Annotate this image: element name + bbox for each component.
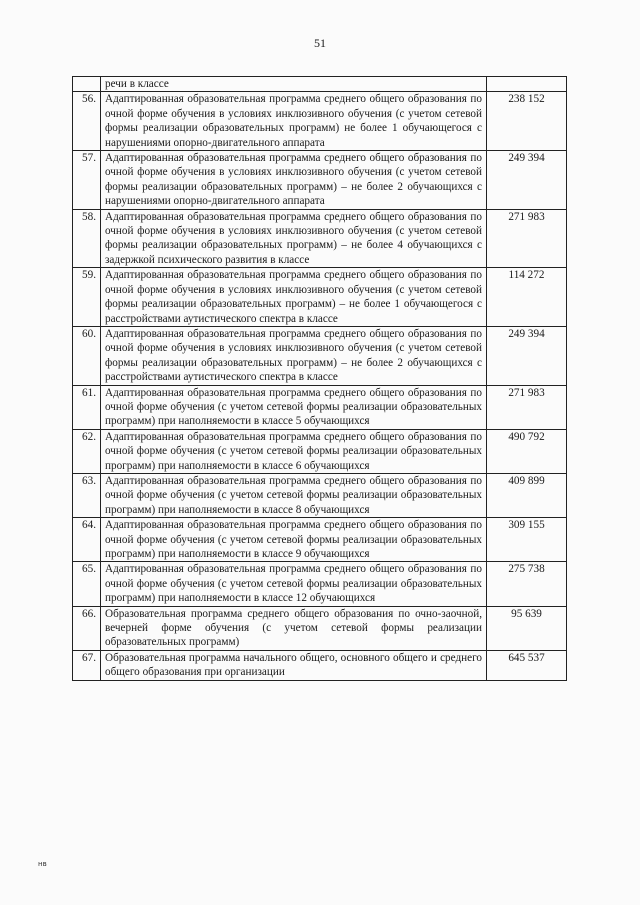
row-number: 60. [73, 326, 101, 385]
table-row [73, 606, 567, 650]
row-number: 61. [73, 385, 101, 429]
table-row [73, 650, 567, 680]
row-number: 63. [73, 473, 101, 517]
table-row [73, 518, 567, 562]
row-number: 65. [73, 562, 101, 606]
row-number: 66. [73, 606, 101, 650]
table-row [73, 326, 567, 385]
table-row [73, 151, 567, 210]
row-value: 271 983 [487, 209, 567, 268]
row-number: 62. [73, 429, 101, 473]
row-value: 645 537 [487, 650, 567, 680]
row-value: 309 155 [487, 518, 567, 562]
row-description: Адаптированная образовательная программа среднего общего образования по очной форме обучения (с учетом сетевой формы реализации образовательных программ) при наполняемости в классе 5 обучающихся [101, 385, 487, 429]
row-value: 238 152 [487, 92, 567, 151]
table-row [73, 385, 567, 429]
table-row [73, 429, 567, 473]
table-row [73, 562, 567, 606]
row-number: 56. [73, 92, 101, 151]
row-value: 95 639 [487, 606, 567, 650]
row-description: Адаптированная образовательная программа среднего общего образования по очной форме обучения в условиях инклюзивного обучения (с учетом сетевой формы реализации образовательных программ) – не более 1 обучающегося с расстройствами аутистического спектра в классе [101, 268, 487, 327]
row-description: Адаптированная образовательная программа среднего общего образования по очной форме обучения в условиях инклюзивного обучения (с учетом сетевой формы реализации образовательных программ) не более 1 обучающегося с нарушениями опорно-двигательного аппарата [101, 92, 487, 151]
row-value: 275 738 [487, 562, 567, 606]
row-description: Образовательная программа начального общего, основного общего и среднего общего образования при организации [101, 650, 487, 680]
table-row [73, 209, 567, 268]
row-number: 59. [73, 268, 101, 327]
row-description: Адаптированная образовательная программа среднего общего образования по очной форме обучения (с учетом сетевой формы реализации образовательных программ) при наполняемости в классе 12 обучающихся [101, 562, 487, 606]
row-number: 57. [73, 151, 101, 210]
row-value: 409 899 [487, 473, 567, 517]
table-row [73, 92, 567, 151]
row-description: Адаптированная образовательная программа среднего общего образования по очной форме обучения (с учетом сетевой формы реализации образовательных программ) при наполняемости в классе 9 обучающихся [101, 518, 487, 562]
row-description: речи в классе [101, 77, 487, 92]
table-row [73, 473, 567, 517]
row-value: 490 792 [487, 429, 567, 473]
row-number: 64. [73, 518, 101, 562]
row-description: Образовательная программа среднего общего образования по очно-заочной, вечерней форме обучения (с учетом сетевой формы реализации образовательных программ) [101, 606, 487, 650]
row-value: 249 394 [487, 151, 567, 210]
row-value: 114 272 [487, 268, 567, 327]
row-description: Адаптированная образовательная программа среднего общего образования по очной форме обучения (с учетом сетевой формы реализации образовательных программ) при наполняемости в классе 6 обучающихся [101, 429, 487, 473]
page-number: 51 [314, 36, 326, 50]
row-value [487, 77, 567, 92]
row-description: Адаптированная образовательная программа среднего общего образования по очной форме обучения в условиях инклюзивного обучения (с учетом сетевой формы реализации образовательных программ) – не более 4 обучающихся с задержкой психического развития в классе [101, 209, 487, 268]
footer-mark: нв [38, 860, 47, 868]
table-row-continuation [73, 77, 567, 92]
row-value: 271 983 [487, 385, 567, 429]
cost-table [72, 76, 567, 681]
row-description: Адаптированная образовательная программа среднего общего образования по очной форме обучения в условиях инклюзивного обучения (с учетом сетевой формы реализации образовательных программ) – не более 2 обучающихся с нарушениями опорно-двигательного аппарата [101, 151, 487, 210]
row-value: 249 394 [487, 326, 567, 385]
row-description: Адаптированная образовательная программа среднего общего образования по очной форме обучения в условиях инклюзивного обучения (с учетом сетевой формы реализации образовательных программ) – не более 2 обучающихся с расстройствами аутистического спектра в классе [101, 326, 487, 385]
row-number: 67. [73, 650, 101, 680]
row-description: Адаптированная образовательная программа среднего общего образования по очной форме обучения (с учетом сетевой формы реализации образовательных программ) при наполняемости в классе 8 обучающихся [101, 473, 487, 517]
row-number: 58. [73, 209, 101, 268]
table-row [73, 268, 567, 327]
row-number [73, 77, 101, 92]
